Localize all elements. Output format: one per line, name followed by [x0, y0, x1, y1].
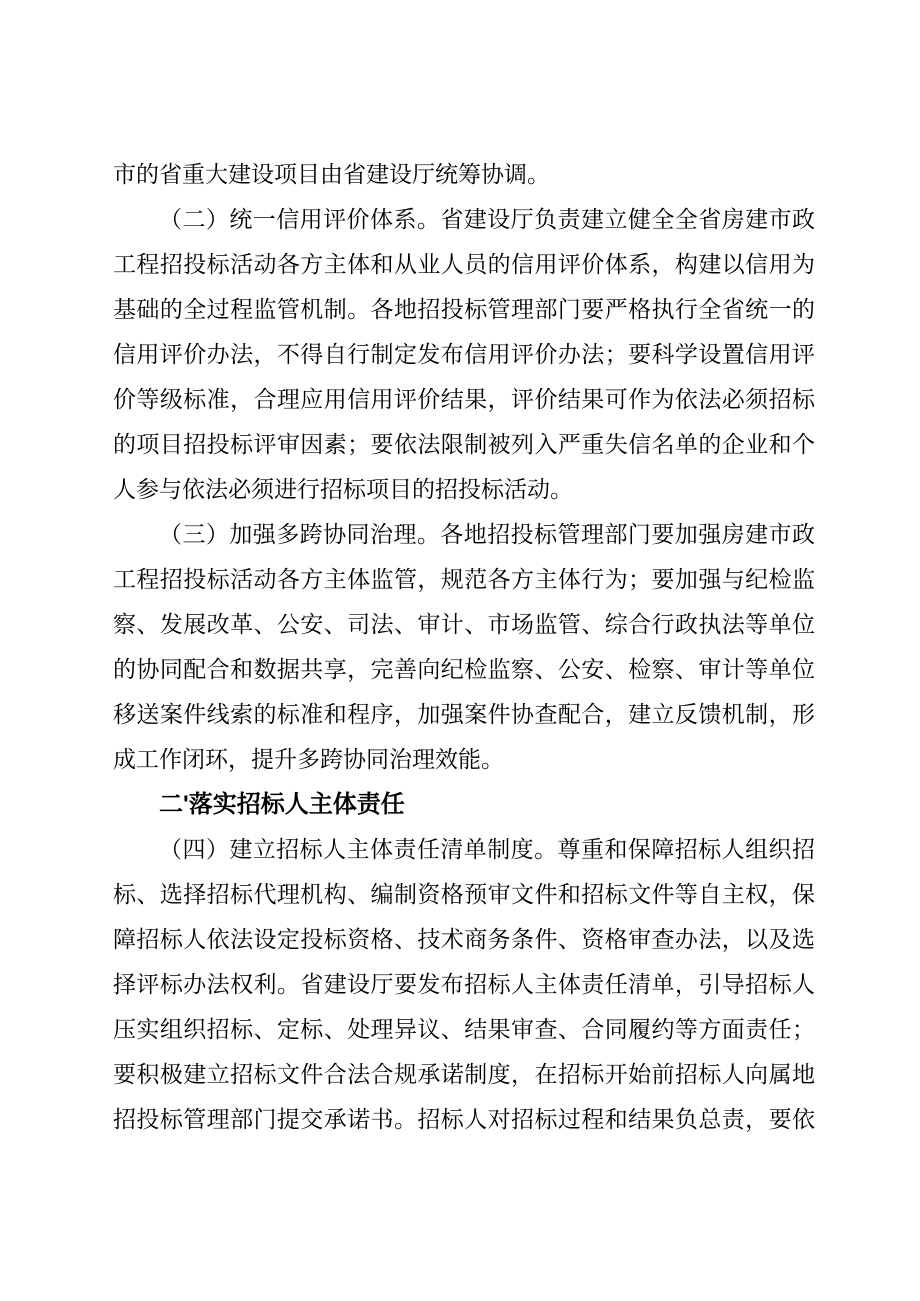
body-text-line: （二）统一信用评价体系。省建设厅负责建立健全全省房建市政: [159, 207, 815, 232]
body-text-line: 的项目招投标评审因素；要依法限制被列入严重失信名单的企业和个: [113, 432, 815, 457]
body-text-line: 价等级标准，合理应用信用评价结果，评价结果可作为依法必须招标: [113, 387, 815, 412]
body-text-line: 市的省重大建设项目由省建设厅统筹协调。: [113, 162, 550, 187]
section-heading: 二'落实招标人主体责任: [159, 791, 405, 818]
body-text-line: 成工作闭环，提升多跨协同治理效能。: [113, 747, 504, 772]
body-text-line: 移送案件线索的标准和程序，加强案件协查配合，建立反馈机制，形: [113, 702, 815, 727]
body-text-line: 的协同配合和数据共享，完善向纪检监察、公安、检察、审计等单位: [113, 657, 815, 682]
body-text-line: （四）建立招标人主体责任清单制度。尊重和保障招标人组织招: [159, 837, 815, 862]
body-text-line: 招投标管理部门提交承诺书。招标人对招标过程和结果负总责，要依: [113, 1107, 815, 1132]
body-text-line: 基础的全过程监管机制。各地招投标管理部门要严格执行全省统一的: [113, 297, 815, 322]
body-text-line: 标、选择招标代理机构、编制资格预审文件和招标文件等自主权，保: [113, 882, 815, 907]
body-text-line: 择评标办法权利。省建设厅要发布招标人主体责任清单，引导招标人: [113, 972, 815, 997]
body-text-line: 人参与依法必须进行招标项目的招投标活动。: [113, 477, 573, 502]
body-text-line: 工程招投标活动各方主体和从业人员的信用评价体系，构建以信用为: [113, 252, 815, 277]
body-text-line: （三）加强多跨协同治理。各地招投标管理部门要加强房建市政: [159, 522, 815, 547]
body-text-line: 要积极建立招标文件合法合规承诺制度，在招标开始前招标人向属地: [113, 1062, 815, 1087]
body-text-line: 信用评价办法，不得自行制定发布信用评价办法；要科学设置信用评: [113, 342, 815, 367]
body-text-line: 工程招投标活动各方主体监管，规范各方主体行为；要加强与纪检监: [113, 567, 815, 592]
document-body: [113, 152, 815, 1142]
body-text-line: 察、发展改革、公安、司法、审计、市场监管、综合行政执法等单位: [113, 612, 815, 637]
body-text-line: 障招标人依法设定投标资格、技术商务条件、资格审查办法，以及选: [113, 927, 815, 952]
body-text-line: 压实组织招标、定标、处理异议、结果审查、合同履约等方面责任；: [113, 1017, 815, 1042]
